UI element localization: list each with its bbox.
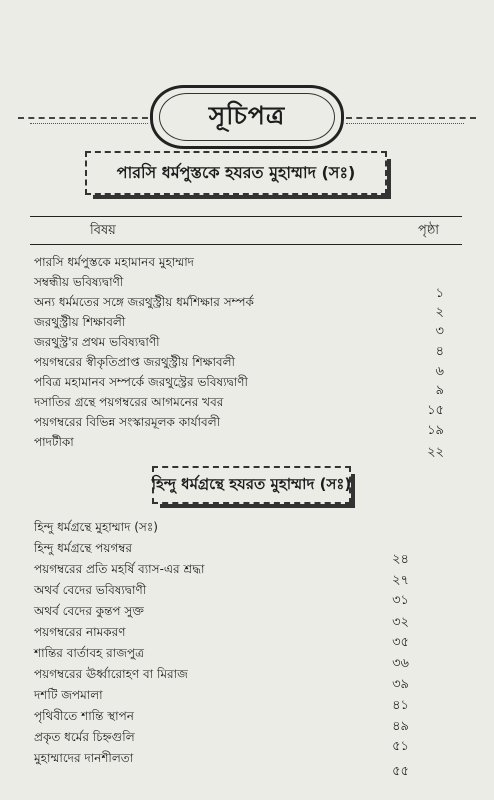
section-2-shadow-bottom — [160, 504, 355, 508]
page-number: ৪৯ — [392, 719, 409, 734]
section-1-header-box — [85, 151, 387, 195]
toc-item: পয়গম্বরের প্রতি মহর্ষি ব্যাস-এর শ্রদ্ধা — [34, 562, 205, 576]
toc-item: অথর্ব বেদের ভবিষ্যদ্বাণী — [34, 583, 147, 597]
page-number: ৩২ — [392, 615, 409, 630]
section-2-shadow-right — [351, 474, 355, 508]
toc-item: পয়গম্বরের নামকরণ — [34, 625, 126, 639]
toc-item: পয়গম্বরের বিভিন্ন সংস্কারমূলক কার্যাবলী — [34, 415, 221, 429]
toc-item: পবিত্র মহামানব সম্পর্কে জরথুস্ট্রের ভবিষ্যদ্বাণী — [34, 375, 248, 389]
page-number: ১৫ — [427, 403, 444, 418]
title-frame — [150, 85, 344, 149]
section-2-title: হিন্দু ধর্মগ্রন্থে হযরত মুহাম্মাদ (সঃ) — [151, 474, 352, 493]
ornament-line-right-inner — [346, 123, 464, 124]
toc-item: সম্বন্ধীয় ভবিষ্যদ্বাণী — [34, 275, 124, 289]
page-number: ৫৫ — [392, 764, 409, 779]
section-2-header-box — [152, 466, 351, 504]
toc-item: জরথুস্ট্রীয় শিক্ষাবলী — [34, 315, 126, 329]
toc-item: পাদটীকা — [34, 435, 74, 449]
page-number: ২২ — [427, 445, 444, 460]
toc-item: পয়গম্বরের স্বীকৃতিপ্রাপ্ত জরথুস্ট্রীয় শিক্ষাবলী — [34, 355, 235, 369]
ornament-line-right — [346, 117, 476, 119]
page-number: ৩৬ — [392, 656, 409, 671]
page-number: ২ — [435, 305, 444, 320]
page-number: ৪১ — [392, 698, 409, 713]
title-inner-frame — [159, 93, 335, 141]
page-number: ৩১ — [392, 593, 409, 608]
header-subject: বিষয় — [90, 223, 116, 238]
toc-item: অথর্ব বেদের কুন্তপ সুক্ত — [34, 604, 144, 618]
toc-item: প্রকৃত ধর্মের চিহ্নগুলি — [34, 730, 135, 744]
section-1-title: পারসি ধর্মপুস্তকে হযরত মুহাম্মাদ (সঃ) — [116, 162, 356, 182]
header-rule-top — [30, 216, 462, 217]
page-number: ৩৯ — [392, 677, 409, 692]
toc-item: জরথুস্ট্র'র প্রথম ভবিষ্যদ্বাণী — [34, 335, 160, 349]
page-number: ৩ — [435, 324, 444, 339]
ornament-line-left — [18, 117, 148, 119]
page-number: ২৪ — [392, 552, 409, 567]
header-rule-bottom — [30, 244, 462, 245]
toc-item: পারসি ধর্মপুস্তকে মহামানব মুহাম্মাদ — [34, 255, 194, 269]
page-number: ১৯ — [427, 423, 444, 438]
page-number: ৫১ — [392, 739, 409, 754]
toc-item: হিন্দু ধর্মগ্রন্থে পয়গম্বর — [34, 541, 133, 555]
ornament-line-left-inner — [30, 123, 148, 124]
toc-item: পয়গম্বরের ঊর্ধ্বারোহণ বা মিরাজ — [34, 667, 188, 681]
toc-item: দশটি জপমালা — [34, 688, 103, 702]
toc-item: শান্তির বার্তাবহ রাজপুত্র — [34, 646, 144, 660]
toc-item: মুহাম্মাদের দানশীলতা — [34, 751, 134, 765]
page-number: ৩৫ — [392, 635, 409, 650]
toc-item: দসাতির গ্রন্থে পয়গম্বরের আগমনের খবর — [34, 395, 224, 409]
header-page: পৃষ্ঠা — [418, 223, 440, 238]
page-title: সূচিপত্র — [208, 100, 286, 130]
page-number: ৬ — [435, 364, 444, 379]
toc-item: অন্য ধর্মমতের সঙ্গে জরথুস্ট্রীয় ধর্মশিক্ষার সম্পর্ক — [34, 295, 254, 309]
toc-item: পৃথিবীতে শান্তি স্থাপন — [34, 709, 134, 723]
page-number: ২৭ — [392, 573, 409, 588]
page-number: ৯ — [435, 383, 444, 398]
section-1-shadow-right — [387, 159, 391, 199]
section-1-shadow-bottom — [93, 195, 391, 199]
page-number: ৪ — [435, 344, 444, 359]
toc-item: হিন্দু ধর্মগ্রন্থে মুহাম্মাদ (সঃ) — [34, 520, 158, 534]
page-number: ১ — [435, 286, 444, 301]
